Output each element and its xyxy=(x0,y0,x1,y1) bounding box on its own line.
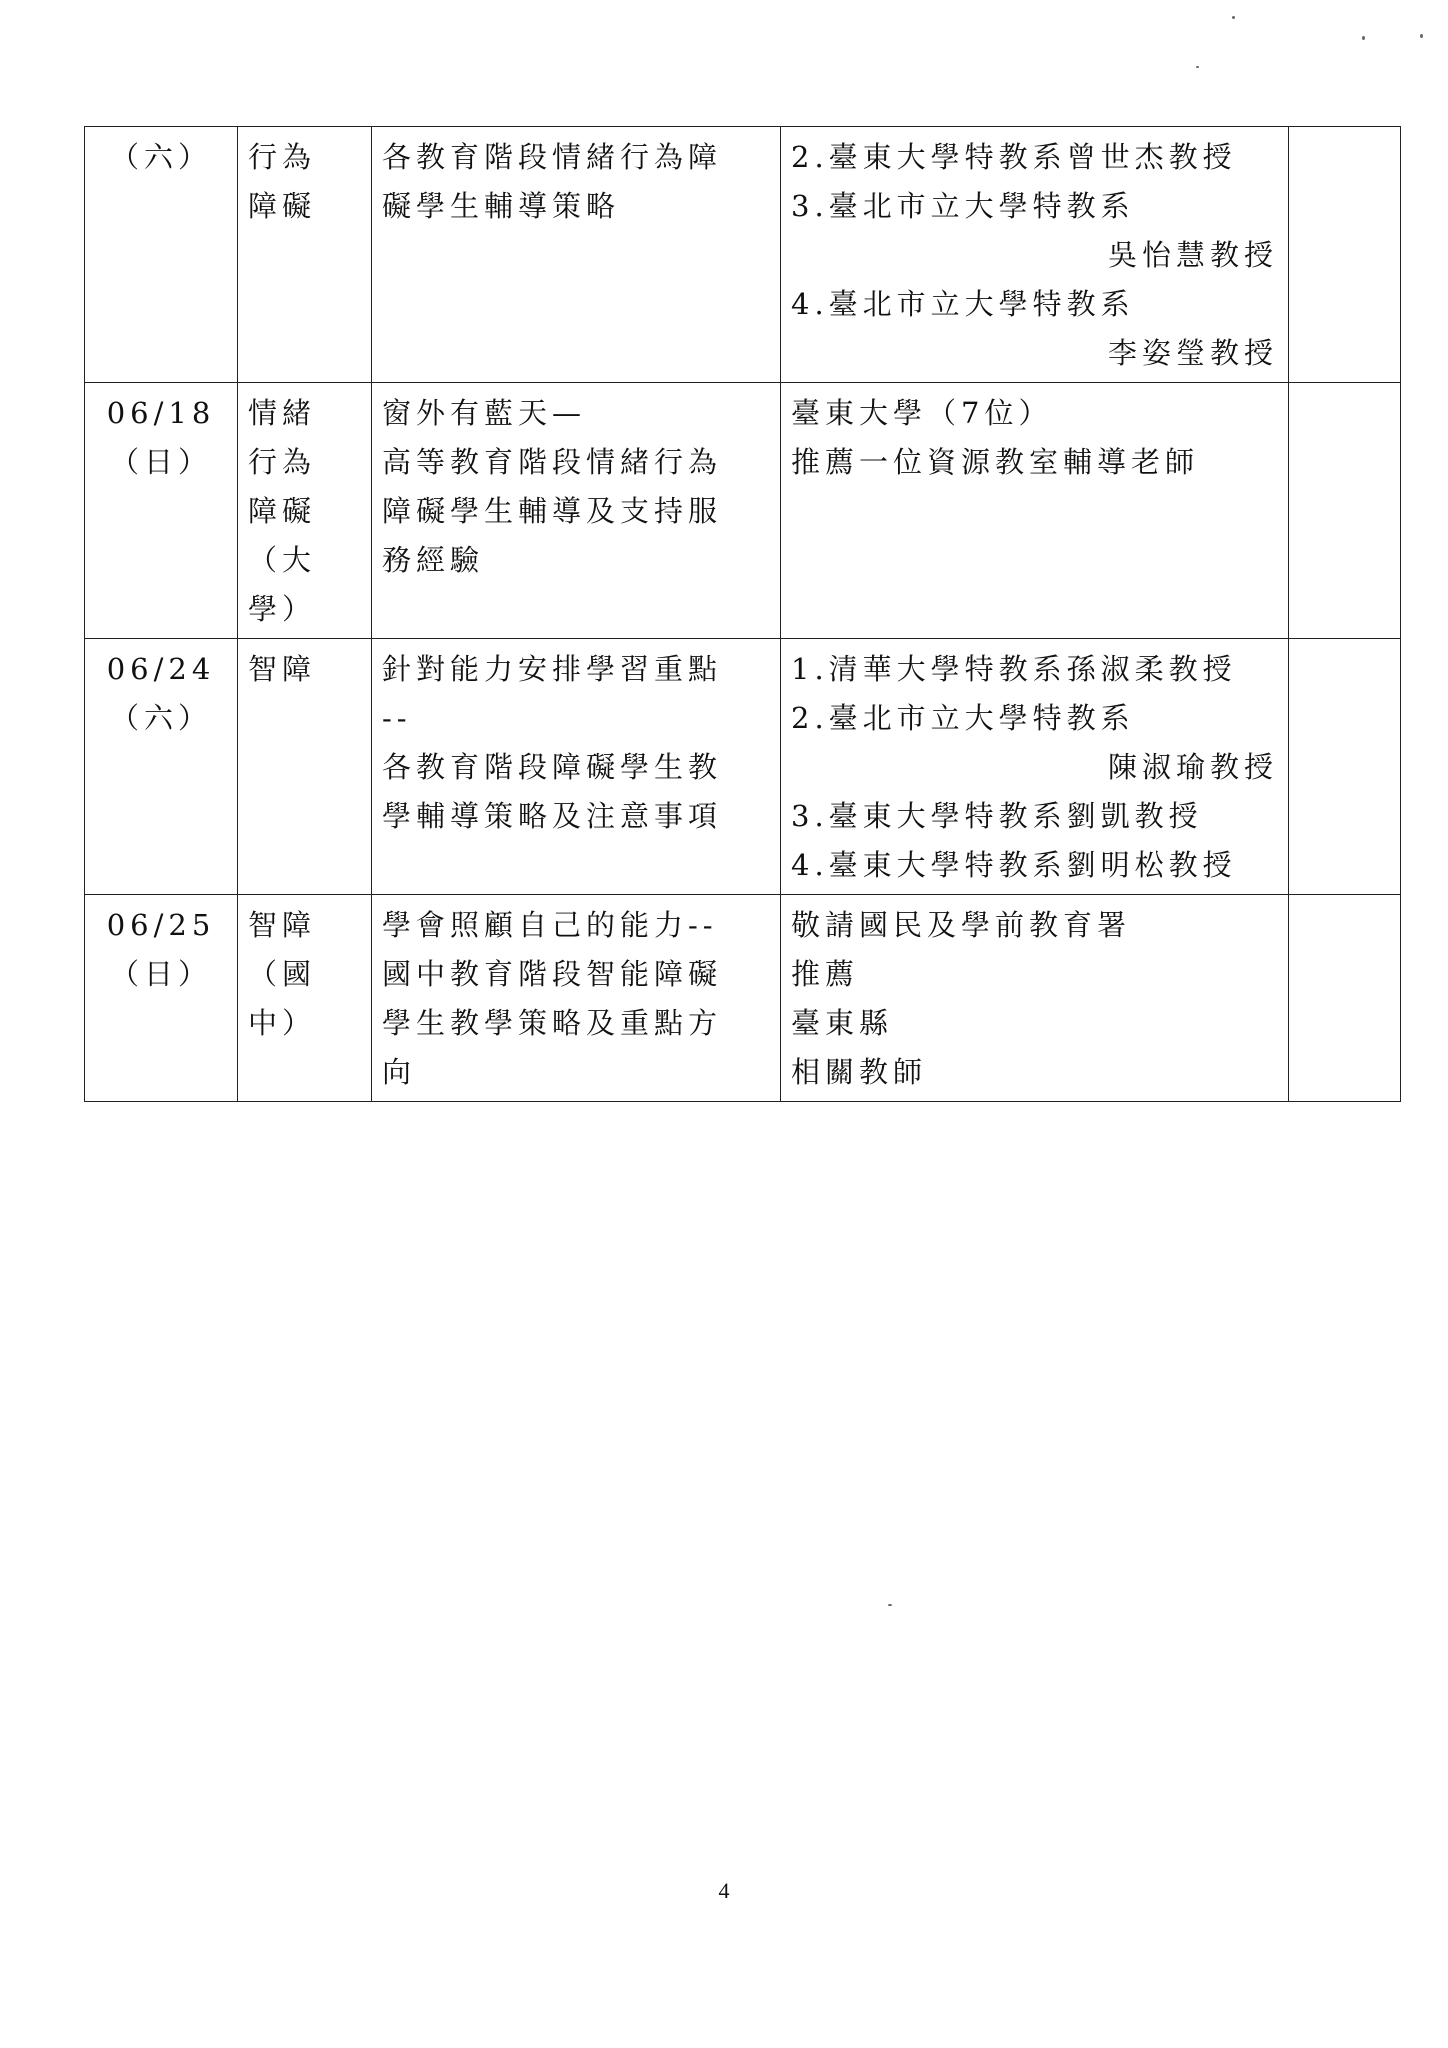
category-cell-line: 情緒 xyxy=(248,396,317,430)
topic-cell-line: 國中教育階段智能障礙 xyxy=(382,957,723,991)
speaker-line: 臺東大學（7位） xyxy=(791,396,1053,430)
scan-speck xyxy=(1232,16,1235,19)
category-cell-line: （國 xyxy=(248,957,317,991)
schedule-row xyxy=(85,639,1401,895)
scan-speck xyxy=(888,1604,892,1606)
note-cell xyxy=(1289,127,1401,383)
speaker-line: 推薦一位資源教室輔導老師 xyxy=(791,445,1200,479)
date-cell xyxy=(85,383,238,639)
scan-speck xyxy=(1196,66,1199,68)
date-cell-line: （六） xyxy=(109,701,212,735)
topic-cell-line: 各教育階段情緒行為障 xyxy=(382,140,723,174)
category-cell xyxy=(238,383,372,639)
category-cell-line: 學） xyxy=(248,592,317,626)
topic-cell-line: 學會照顧自己的能力-- xyxy=(382,908,718,942)
speaker-line: 1.清華大學特教系孫淑柔教授 xyxy=(791,652,1237,686)
topic-cell-line: 學輔導策略及注意事項 xyxy=(382,799,723,833)
schedule-row xyxy=(85,383,1401,639)
speaker-line: 4.臺東大學特教系劉明松教授 xyxy=(791,848,1237,882)
category-cell-line: 行為 xyxy=(248,140,317,174)
note-cell xyxy=(1289,895,1401,1102)
speaker-line: 臺東縣 xyxy=(791,1006,894,1040)
topic-cell-line: 學生教學策略及重點方 xyxy=(382,1006,723,1040)
speaker-cell xyxy=(781,383,1289,639)
speaker-line: 吳怡慧教授 xyxy=(1107,238,1278,272)
schedule-body xyxy=(85,127,1401,1102)
topic-cell-line: 針對能力安排學習重點 xyxy=(382,652,723,686)
speaker-line: 2.臺北市立大學特教系 xyxy=(791,701,1135,735)
category-cell xyxy=(238,895,372,1102)
topic-cell xyxy=(372,127,781,383)
date-cell-line: 06/24 xyxy=(106,652,216,686)
topic-cell xyxy=(372,639,781,895)
scan-speck xyxy=(1362,36,1365,40)
speaker-line: 敬請國民及學前教育署 xyxy=(791,908,1132,942)
topic-cell xyxy=(372,383,781,639)
topic-cell-line: 障礙學生輔導及支持服 xyxy=(382,494,723,528)
topic-cell-line: 向 xyxy=(382,1055,417,1089)
category-cell-line: 障礙 xyxy=(248,494,317,528)
speaker-line: 3.臺東大學特教系劉凱教授 xyxy=(791,799,1203,833)
category-cell-line: 智障 xyxy=(248,908,317,942)
date-cell xyxy=(85,127,238,383)
category-cell-line: 中） xyxy=(248,1006,317,1040)
date-cell xyxy=(85,639,238,895)
category-cell xyxy=(238,127,372,383)
category-cell-line: 障礙 xyxy=(248,189,317,223)
topic-cell-line: 務經驗 xyxy=(382,543,485,577)
category-cell-line: 行為 xyxy=(248,445,317,479)
speaker-line: 推薦 xyxy=(791,957,860,991)
speaker-line: 4.臺北市立大學特教系 xyxy=(791,287,1135,321)
topic-cell-line: 窗外有藍天— xyxy=(382,396,587,430)
date-cell-line: （六） xyxy=(109,140,212,174)
speaker-cell xyxy=(781,639,1289,895)
category-cell-line: 智障 xyxy=(248,652,317,686)
topic-cell xyxy=(372,895,781,1102)
scan-speck xyxy=(1420,34,1423,38)
topic-cell-line: 高等教育階段情緒行為 xyxy=(382,445,723,479)
date-cell-line: （日） xyxy=(109,445,212,479)
topic-cell-line: 各教育階段障礙學生教 xyxy=(382,750,723,784)
note-cell xyxy=(1289,639,1401,895)
topic-cell-line: -- xyxy=(382,701,412,735)
speaker-line: 相關教師 xyxy=(791,1055,928,1089)
note-cell xyxy=(1289,383,1401,639)
speaker-line: 陳淑瑜教授 xyxy=(1107,750,1278,784)
date-cell-line: （日） xyxy=(109,957,212,991)
schedule-row xyxy=(85,895,1401,1102)
speaker-cell xyxy=(781,127,1289,383)
speaker-line: 2.臺東大學特教系曾世杰教授 xyxy=(791,140,1237,174)
schedule-row xyxy=(85,127,1401,383)
category-cell-line: （大 xyxy=(248,543,317,577)
speaker-cell xyxy=(781,895,1289,1102)
date-cell-line: 06/18 xyxy=(106,396,216,430)
date-cell xyxy=(85,895,238,1102)
speaker-line: 李姿瑩教授 xyxy=(1107,336,1278,370)
page-number: 4 xyxy=(718,1878,730,1903)
topic-cell-line: 礙學生輔導策略 xyxy=(382,189,621,223)
schedule-table xyxy=(84,126,1401,1102)
category-cell xyxy=(238,639,372,895)
date-cell-line: 06/25 xyxy=(106,908,216,942)
speaker-line: 3.臺北市立大學特教系 xyxy=(791,189,1135,223)
